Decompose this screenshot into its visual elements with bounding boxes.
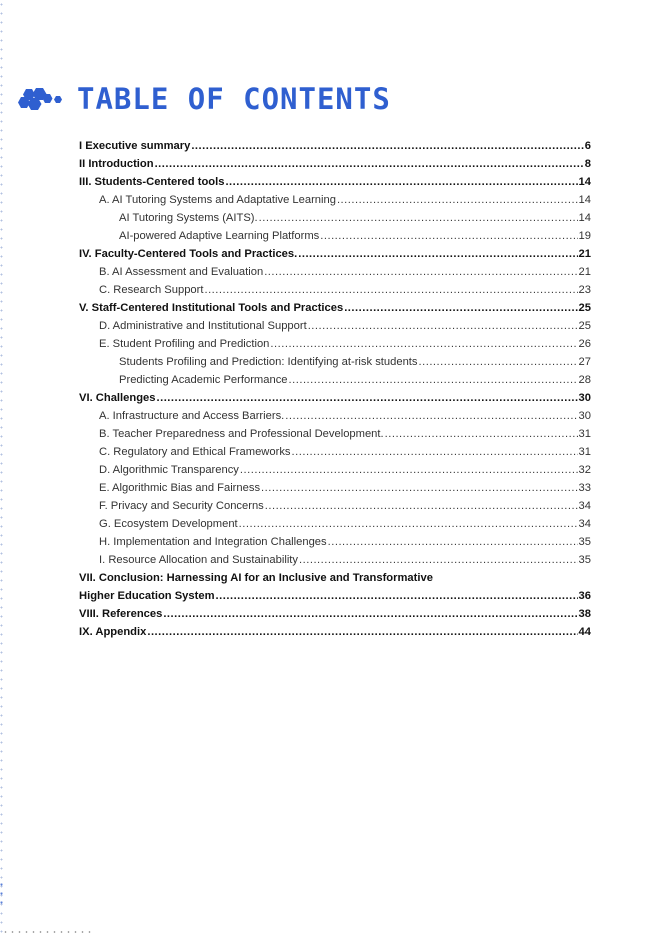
toc-leader-dots (270, 335, 577, 353)
toc-leader-dots (285, 407, 577, 425)
toc-entry[interactable] (79, 371, 591, 389)
toc-entry[interactable] (79, 533, 591, 551)
left-edge-dots (0, 0, 3, 936)
toc-leader-dots (337, 191, 578, 209)
toc-leader-dots (385, 425, 578, 443)
toc-leader-dots (308, 317, 578, 335)
toc-entry[interactable] (79, 605, 591, 623)
toc-entry-page: 26 (578, 338, 591, 350)
toc-entry[interactable] (79, 587, 591, 605)
toc-entry-label: G. Ecosystem Development (99, 518, 238, 530)
toc-entry[interactable] (79, 479, 591, 497)
toc-entry-page: 14 (578, 194, 591, 206)
toc-leader-dots (204, 281, 577, 299)
toc-entry-label: II Introduction (79, 158, 154, 170)
toc-entry[interactable] (79, 281, 591, 299)
toc-entry-label: IV. Faculty-Centered Tools and Practices. (79, 248, 298, 260)
toc-leader-dots (320, 227, 577, 245)
toc-leader-dots (328, 533, 578, 551)
toc-leader-dots (261, 479, 578, 497)
toc-entry-page: 27 (578, 356, 591, 368)
toc-entry[interactable] (79, 407, 591, 425)
toc-entry-label: D. Administrative and Institutional Support (99, 320, 307, 332)
toc-entry-label: D. Algorithmic Transparency (99, 464, 239, 476)
toc-entry-page: 34 (578, 500, 591, 512)
toc-entry[interactable] (79, 389, 591, 407)
toc-leader-dots (239, 515, 578, 533)
toc-entry[interactable] (79, 569, 591, 587)
toc-entry-page: 14 (578, 212, 591, 224)
toc-entry-label: A. Infrastructure and Access Barriers. (99, 410, 285, 422)
toc-entry-label: VIII. References (79, 608, 163, 620)
toc-entry[interactable] (79, 245, 591, 263)
toc-leader-dots (419, 353, 578, 371)
toc-entry[interactable] (79, 551, 591, 569)
toc-entry-page: 38 (578, 608, 591, 620)
toc-entry[interactable] (79, 335, 591, 353)
toc-entry-page: 33 (578, 482, 591, 494)
toc-leader-dots (216, 587, 578, 605)
toc-entry-page: 21 (578, 266, 591, 278)
toc-entry[interactable] (79, 173, 591, 191)
table-of-contents (79, 137, 591, 641)
toc-entry[interactable] (79, 263, 591, 281)
toc-entry-page: 14 (578, 176, 591, 188)
toc-entry-label: VI. Challenges (79, 392, 156, 404)
bottom-edge-marks (2, 930, 92, 934)
toc-entry[interactable] (79, 317, 591, 335)
toc-entry-label: F. Privacy and Security Concerns (99, 500, 264, 512)
toc-entry-page: 44 (578, 626, 591, 638)
toc-entry-label: I. Resource Allocation and Sustainability (99, 554, 299, 566)
toc-entry-label: B. Teacher Preparedness and Professional Development. (99, 428, 384, 440)
toc-entry-page: 6 (584, 140, 591, 152)
toc-entry-page: 25 (578, 302, 591, 314)
toc-leader-dots (147, 623, 577, 641)
toc-entry-label: AI-powered Adaptive Learning Platforms (119, 230, 320, 242)
toc-leader-dots (163, 605, 577, 623)
toc-entry[interactable] (79, 191, 591, 209)
toc-entry-label: Predicting Academic Performance (119, 374, 288, 386)
toc-entry[interactable] (79, 497, 591, 515)
toc-entry[interactable] (79, 155, 591, 173)
toc-leader-dots (264, 263, 577, 281)
toc-entry-page: 35 (578, 536, 591, 548)
toc-entry-page: 36 (578, 590, 591, 602)
toc-leader-dots (155, 155, 584, 173)
toc-entry[interactable] (79, 299, 591, 317)
toc-entry-page: 28 (578, 374, 591, 386)
toc-entry-page: 25 (578, 320, 591, 332)
toc-entry-label: E. Algorithmic Bias and Fairness (99, 482, 261, 494)
toc-entry-page: 31 (578, 446, 591, 458)
toc-entry[interactable] (79, 209, 591, 227)
toc-entry-label: E. Student Profiling and Prediction (99, 338, 270, 350)
toc-entry-page: 30 (578, 392, 591, 404)
left-edge-accent-dots (0, 880, 3, 910)
toc-entry-page: 19 (578, 230, 591, 242)
toc-entry[interactable] (79, 443, 591, 461)
toc-entry-label: V. Staff-Centered Institutional Tools and Practices (79, 302, 344, 314)
toc-entry-page: 34 (578, 518, 591, 530)
toc-entry-label: AI Tutoring Systems (AITS). (119, 212, 258, 224)
toc-entry-label: H. Implementation and Integration Challenges (99, 536, 327, 548)
toc-leader-dots (156, 389, 577, 407)
toc-entry-label: C. Research Support (99, 284, 204, 296)
toc-entry[interactable] (79, 137, 591, 155)
toc-entry-page: 31 (578, 428, 591, 440)
toc-entry-label: B. AI Assessment and Evaluation (99, 266, 264, 278)
toc-entry-label: III. Students-Centered tools (79, 176, 225, 188)
toc-entry-label: IX. Appendix (79, 626, 147, 638)
toc-entry-label: A. AI Tutoring Systems and Adaptative Learning (99, 194, 336, 206)
toc-entry-page: 8 (584, 158, 591, 170)
toc-leader-dots (299, 551, 578, 569)
toc-entry-page: 23 (578, 284, 591, 296)
toc-leader-dots (191, 137, 583, 155)
toc-leader-dots (298, 245, 577, 263)
toc-leader-dots (289, 371, 578, 389)
page-header (17, 84, 391, 114)
toc-entry[interactable] (79, 461, 591, 479)
toc-entry[interactable] (79, 227, 591, 245)
toc-entry-label: C. Regulatory and Ethical Frameworks (99, 446, 291, 458)
toc-entry-page: 21 (578, 248, 591, 260)
toc-entry-label: VII. Conclusion: Harnessing AI for an Inclusive and Transformative (79, 572, 433, 584)
hexagon-logo-icon (17, 84, 69, 114)
toc-entry-page: 32 (578, 464, 591, 476)
toc-leader-dots (259, 209, 578, 227)
toc-entry[interactable] (79, 515, 591, 533)
toc-entry-label: I Executive summary (79, 140, 191, 152)
toc-leader-dots (225, 173, 577, 191)
toc-entry[interactable] (79, 425, 591, 443)
toc-entry-label: Higher Education System (79, 590, 215, 602)
toc-entry-label: Students Profiling and Prediction: Identifying at-risk students (119, 356, 418, 368)
toc-entry[interactable] (79, 353, 591, 371)
page-title: TABLE OF CONTENTS (77, 82, 391, 116)
toc-leader-dots (265, 497, 578, 515)
toc-leader-dots (344, 299, 577, 317)
toc-entry-page: 30 (578, 410, 591, 422)
toc-entry[interactable] (79, 623, 591, 641)
toc-leader-dots (240, 461, 578, 479)
toc-leader-dots (292, 443, 578, 461)
toc-entry-page: 35 (578, 554, 591, 566)
